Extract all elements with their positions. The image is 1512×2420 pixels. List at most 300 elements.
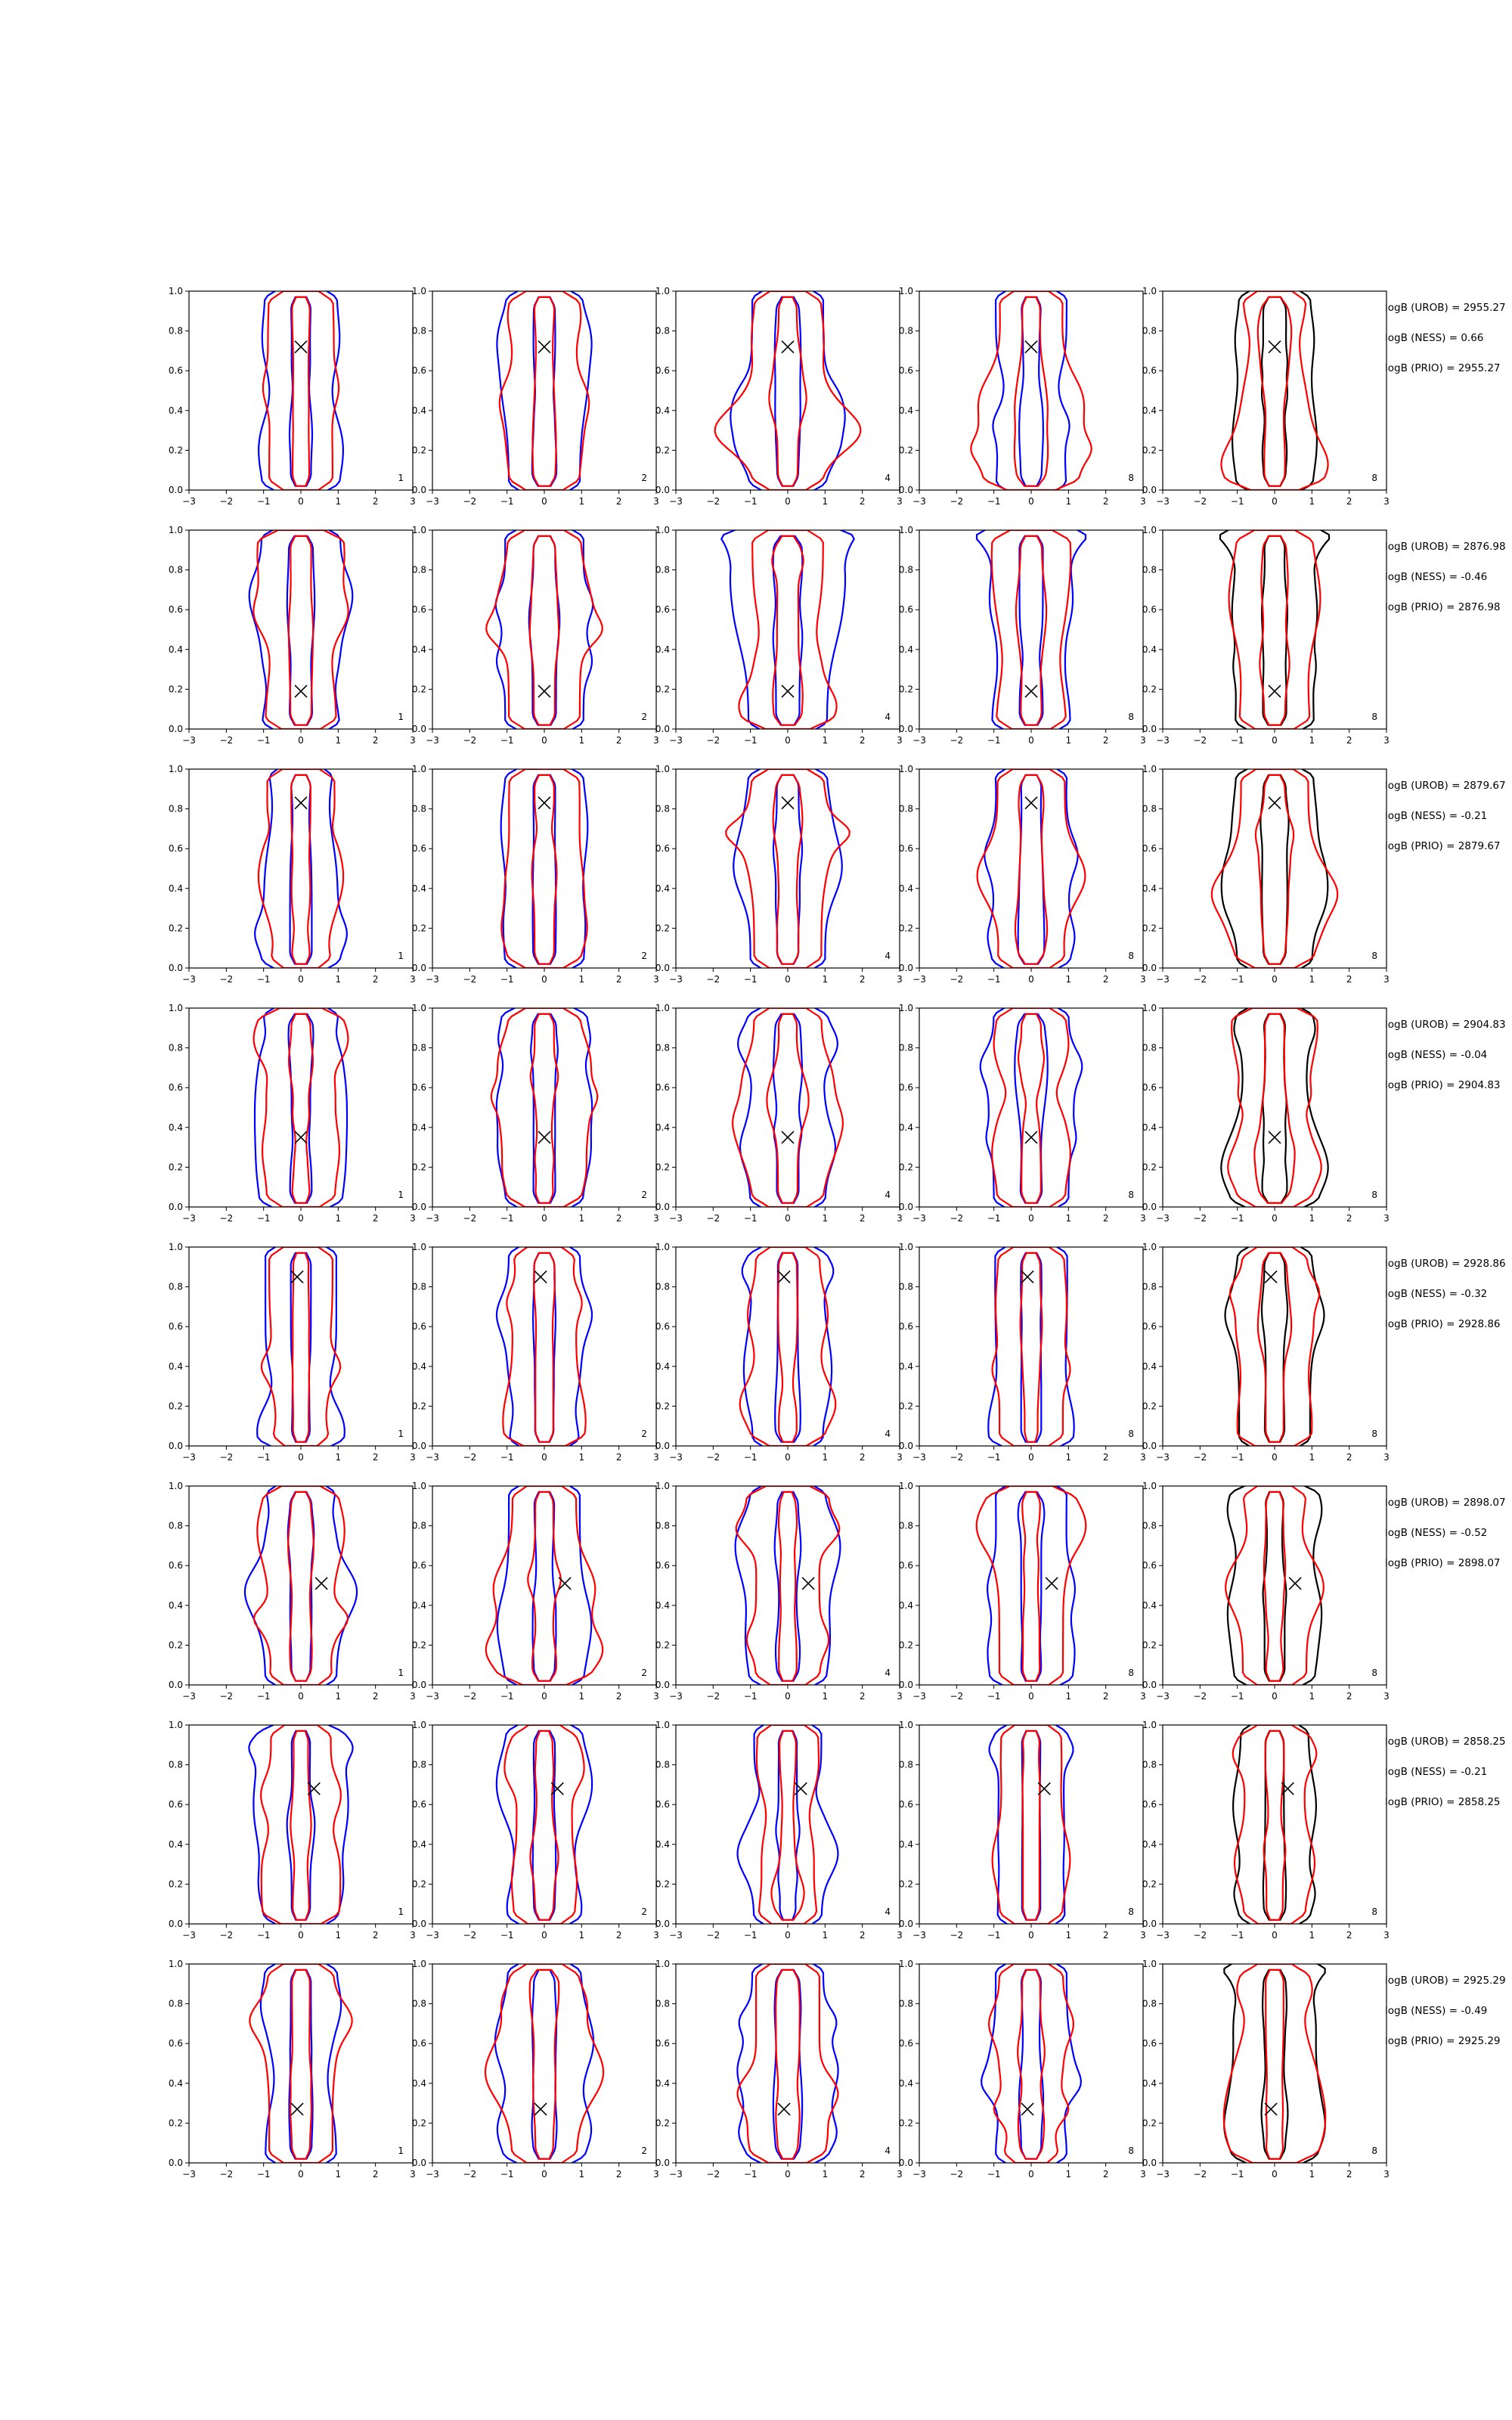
red-inner-contour bbox=[289, 1014, 313, 1203]
x-tick-label: 0 bbox=[785, 1213, 791, 1224]
x-tick-label: −3 bbox=[1156, 1213, 1170, 1224]
y-tick-label: 1.0 bbox=[1142, 1242, 1157, 1252]
y-tick-label: 0.2 bbox=[168, 1401, 183, 1412]
x-tick-label: −2 bbox=[463, 496, 477, 507]
panel-number-label: 1 bbox=[398, 1190, 404, 1200]
y-tick-label: 1.0 bbox=[411, 1481, 426, 1491]
panel-number-label: 2 bbox=[641, 1907, 647, 1917]
panel-r2-c1 bbox=[169, 525, 416, 746]
x-tick-label: 0 bbox=[1272, 1930, 1278, 1941]
panel-frame bbox=[919, 530, 1143, 729]
inner-contour bbox=[1022, 1731, 1040, 1920]
x-tick-label: 3 bbox=[1383, 1930, 1390, 1941]
panel-frame bbox=[189, 1247, 413, 1446]
x-tick-label: −1 bbox=[1230, 1930, 1244, 1941]
x-tick-label: −2 bbox=[1193, 496, 1207, 507]
panel-number-label: 2 bbox=[641, 712, 647, 722]
inner-contour bbox=[1020, 536, 1043, 725]
panel-number-label: 8 bbox=[1128, 1668, 1134, 1678]
x-tick-label: 2 bbox=[859, 1930, 866, 1941]
contour-layer bbox=[486, 1482, 603, 1689]
outer-contour bbox=[1224, 1960, 1325, 2167]
x-tick-label: −1 bbox=[256, 1691, 271, 1702]
x-tick-label: 2 bbox=[1102, 1691, 1109, 1702]
x-tick-label: 1 bbox=[578, 735, 585, 746]
red-inner-contour bbox=[772, 536, 803, 725]
y-tick-label: 0.2 bbox=[655, 1162, 670, 1173]
panel-r4-c2 bbox=[412, 1003, 659, 1224]
x-tick-label: 2 bbox=[1346, 2169, 1352, 2180]
panel-r3-c5 bbox=[1142, 764, 1390, 985]
x-tick-label: −2 bbox=[219, 1691, 234, 1702]
logb-stat-label: logB (UROB) = 2925.29 bbox=[1385, 1975, 1506, 1987]
x-tick-label: 1 bbox=[1065, 496, 1072, 507]
x-tick-label: 3 bbox=[410, 1213, 416, 1224]
x-tick-label: 2 bbox=[1346, 1213, 1352, 1224]
x-tick-label: −1 bbox=[1230, 1452, 1244, 1463]
y-tick-label: 0.8 bbox=[168, 1998, 183, 2009]
y-tick-label: 0.8 bbox=[411, 1520, 426, 1531]
x-tick-label: 1 bbox=[1309, 1691, 1315, 1702]
x-tick-label: 0 bbox=[785, 974, 791, 985]
x-tick-label: 0 bbox=[1272, 1452, 1278, 1463]
panel-number-label: 8 bbox=[1371, 1668, 1377, 1678]
x-tick-label: 0 bbox=[298, 1691, 304, 1702]
panel-r3-c1 bbox=[169, 764, 416, 985]
y-tick-label: 0.4 bbox=[898, 405, 913, 416]
true-value-marker bbox=[1269, 685, 1281, 697]
panel-r4-c5 bbox=[1142, 1003, 1390, 1224]
x-tick-label: 0 bbox=[541, 735, 547, 746]
x-tick-label: −3 bbox=[426, 496, 439, 507]
panel-frame bbox=[432, 1725, 656, 1924]
y-tick-label: 0.0 bbox=[898, 1919, 913, 1929]
red-outer-contour bbox=[977, 1486, 1086, 1685]
y-tick-label: 1.0 bbox=[898, 1242, 913, 1252]
x-tick-label: 1 bbox=[1309, 974, 1315, 985]
x-tick-label: 3 bbox=[897, 1452, 903, 1463]
panel-frame bbox=[676, 1486, 900, 1685]
x-tick-label: −1 bbox=[743, 496, 758, 507]
outer-contour bbox=[1220, 526, 1329, 734]
x-tick-label: −3 bbox=[182, 735, 196, 746]
y-tick-label: 0.4 bbox=[411, 1122, 426, 1133]
y-tick-label: 0.2 bbox=[655, 445, 670, 456]
x-tick-label: 3 bbox=[1140, 1691, 1146, 1702]
x-tick-label: −2 bbox=[219, 735, 234, 746]
x-tick-label: −2 bbox=[950, 974, 964, 985]
y-tick-label: 0.8 bbox=[655, 1759, 670, 1770]
x-tick-label: −2 bbox=[706, 974, 720, 985]
panel-number-label: 4 bbox=[885, 473, 891, 483]
panel-r5-c3 bbox=[655, 1242, 903, 1463]
y-tick-label: 0.6 bbox=[411, 1321, 426, 1333]
y-tick-label: 0.6 bbox=[655, 1560, 670, 1571]
logb-stat-label: logB (UROB) = 2904.83 bbox=[1385, 1019, 1506, 1031]
x-tick-label: 3 bbox=[897, 496, 903, 507]
x-tick-label: 1 bbox=[335, 496, 342, 507]
x-tick-label: −3 bbox=[426, 735, 439, 746]
logb-stat-label: logB (NESS) = -0.21 bbox=[1385, 1766, 1488, 1778]
true-value-marker bbox=[295, 1131, 307, 1143]
red-outer-contour bbox=[738, 1964, 838, 2163]
x-tick-label: 2 bbox=[372, 1213, 379, 1224]
y-tick-label: 0.8 bbox=[655, 1520, 670, 1531]
x-tick-label: 0 bbox=[1272, 735, 1278, 746]
red-outer-contour bbox=[1212, 769, 1337, 968]
panel-number-label: 8 bbox=[1371, 1429, 1377, 1439]
panel-frame bbox=[676, 291, 900, 490]
x-tick-label: −1 bbox=[987, 1452, 1001, 1463]
x-tick-label: −2 bbox=[706, 1213, 720, 1224]
y-tick-label: 0.0 bbox=[411, 1441, 426, 1451]
x-tick-label: 2 bbox=[1102, 974, 1109, 985]
panel-number-label: 1 bbox=[398, 1907, 404, 1917]
x-tick-label: −3 bbox=[669, 735, 683, 746]
panel-frame bbox=[1163, 1486, 1387, 1685]
outer-contour bbox=[1222, 765, 1328, 973]
red-inner-contour bbox=[531, 1731, 559, 1920]
y-tick-label: 0.0 bbox=[1142, 2158, 1157, 2168]
y-tick-label: 0.6 bbox=[1142, 2038, 1157, 2049]
panel-r8-c4 bbox=[899, 1959, 1146, 2180]
x-tick-label: 3 bbox=[410, 1452, 416, 1463]
x-tick-label: 3 bbox=[897, 735, 903, 746]
true-value-marker bbox=[1025, 797, 1037, 809]
panel-number-label: 8 bbox=[1128, 2145, 1134, 2156]
y-tick-label: 0.8 bbox=[1142, 803, 1157, 814]
red-inner-contour bbox=[530, 1970, 559, 2159]
y-tick-label: 0.6 bbox=[411, 2038, 426, 2049]
x-tick-label: −2 bbox=[463, 1691, 477, 1702]
y-tick-label: 0.0 bbox=[411, 1202, 426, 1212]
y-tick-label: 0.4 bbox=[1142, 1122, 1157, 1133]
outer-contour bbox=[497, 287, 591, 495]
y-tick-label: 0.4 bbox=[655, 2077, 670, 2089]
contour-layer bbox=[981, 1960, 1081, 2167]
y-tick-label: 1.0 bbox=[1142, 286, 1157, 296]
x-tick-label: 3 bbox=[897, 1691, 903, 1702]
panel-frame bbox=[189, 1725, 413, 1924]
y-tick-label: 0.4 bbox=[168, 1122, 183, 1133]
red-outer-contour bbox=[740, 1247, 836, 1446]
x-tick-label: 0 bbox=[298, 974, 304, 985]
x-tick-label: −2 bbox=[1193, 735, 1207, 746]
y-tick-label: 0.6 bbox=[898, 365, 913, 377]
y-tick-label: 0.6 bbox=[168, 365, 183, 377]
panel-number-label: 1 bbox=[398, 473, 404, 483]
x-tick-label: 1 bbox=[578, 1452, 585, 1463]
x-tick-label: 0 bbox=[1028, 1213, 1034, 1224]
x-tick-label: −2 bbox=[950, 2169, 964, 2180]
x-tick-label: 0 bbox=[1272, 1213, 1278, 1224]
true-value-marker bbox=[782, 1131, 794, 1143]
red-inner-contour bbox=[290, 1731, 311, 1920]
red-outer-contour bbox=[504, 1725, 584, 1924]
red-outer-contour bbox=[1233, 1725, 1317, 1924]
y-tick-label: 0.6 bbox=[411, 365, 426, 377]
panel-frame bbox=[676, 1008, 900, 1207]
outer-contour bbox=[1221, 1004, 1328, 1212]
y-tick-label: 0.6 bbox=[898, 1321, 913, 1333]
y-tick-label: 1.0 bbox=[168, 1959, 183, 1969]
x-tick-label: 2 bbox=[615, 1930, 622, 1941]
x-tick-label: −2 bbox=[1193, 1691, 1207, 1702]
x-tick-label: 1 bbox=[335, 974, 342, 985]
panel-frame bbox=[432, 291, 656, 490]
y-tick-label: 0.6 bbox=[168, 1799, 183, 1810]
y-tick-label: 0.2 bbox=[1142, 2118, 1157, 2129]
y-tick-label: 1.0 bbox=[655, 1720, 670, 1730]
y-tick-label: 0.4 bbox=[655, 1838, 670, 1850]
x-tick-label: −1 bbox=[256, 2169, 271, 2180]
x-tick-label: 3 bbox=[410, 974, 416, 985]
red-inner-contour bbox=[533, 297, 556, 486]
y-tick-label: 0.0 bbox=[898, 485, 913, 495]
y-tick-label: 0.0 bbox=[898, 724, 913, 734]
panel-number-label: 1 bbox=[398, 951, 404, 961]
red-outer-contour bbox=[993, 1725, 1070, 1924]
y-tick-label: 0.4 bbox=[898, 644, 913, 655]
y-tick-label: 0.2 bbox=[1142, 1879, 1157, 1890]
y-tick-label: 0.6 bbox=[1142, 604, 1157, 616]
x-tick-label: 2 bbox=[615, 1691, 622, 1702]
panel-frame bbox=[919, 1247, 1143, 1446]
panel-number-label: 2 bbox=[641, 1429, 647, 1439]
red-outer-contour bbox=[262, 1247, 340, 1446]
y-tick-label: 0.8 bbox=[411, 1759, 426, 1770]
x-tick-label: −1 bbox=[743, 735, 758, 746]
x-tick-label: 2 bbox=[859, 2169, 866, 2180]
x-tick-label: 0 bbox=[785, 735, 791, 746]
panel-r8-c3 bbox=[655, 1959, 903, 2180]
x-tick-label: −1 bbox=[1230, 496, 1244, 507]
contour-layer bbox=[1212, 765, 1337, 973]
true-value-marker bbox=[538, 685, 550, 697]
x-tick-label: −3 bbox=[426, 1691, 439, 1702]
x-tick-label: 3 bbox=[1383, 735, 1390, 746]
red-inner-contour bbox=[1266, 1970, 1284, 2159]
y-tick-label: 0.8 bbox=[168, 1520, 183, 1531]
contour-layer bbox=[988, 1243, 1074, 1450]
y-tick-label: 0.6 bbox=[655, 365, 670, 377]
y-tick-label: 0.8 bbox=[898, 325, 913, 337]
contour-layer bbox=[497, 1243, 592, 1450]
y-tick-label: 0.2 bbox=[168, 2118, 183, 2129]
x-tick-label: 0 bbox=[1272, 496, 1278, 507]
x-tick-label: −3 bbox=[426, 1930, 439, 1941]
panel-frame bbox=[189, 769, 413, 968]
x-tick-label: 0 bbox=[1272, 974, 1278, 985]
true-value-marker bbox=[538, 797, 550, 809]
x-tick-label: 1 bbox=[822, 496, 829, 507]
panel-number-label: 1 bbox=[398, 2145, 404, 2156]
panel-frame bbox=[676, 1247, 900, 1446]
logb-stat-label: logB (UROB) = 2858.25 bbox=[1385, 1736, 1506, 1748]
x-tick-label: −3 bbox=[669, 2169, 683, 2180]
panel-number-label: 4 bbox=[885, 2145, 891, 2156]
y-tick-label: 1.0 bbox=[655, 764, 670, 774]
red-outer-contour bbox=[261, 1725, 341, 1924]
y-tick-label: 0.6 bbox=[411, 1799, 426, 1810]
contour-layer bbox=[254, 1004, 349, 1212]
x-tick-label: −2 bbox=[1193, 2169, 1207, 2180]
x-tick-label: 1 bbox=[1065, 974, 1072, 985]
x-tick-label: −1 bbox=[500, 1213, 514, 1224]
contour-layer bbox=[721, 526, 854, 734]
x-tick-label: −2 bbox=[950, 496, 964, 507]
y-tick-label: 1.0 bbox=[655, 1959, 670, 1969]
red-outer-contour bbox=[254, 1008, 349, 1207]
panel-number-label: 2 bbox=[641, 1668, 647, 1678]
y-tick-label: 0.0 bbox=[655, 1202, 670, 1212]
panel-r8-c1 bbox=[169, 1959, 416, 2180]
x-tick-label: 0 bbox=[785, 1691, 791, 1702]
y-tick-label: 0.2 bbox=[898, 445, 913, 456]
x-tick-label: 1 bbox=[578, 2169, 585, 2180]
red-outer-contour bbox=[992, 1008, 1070, 1207]
panel-number-label: 4 bbox=[885, 1190, 891, 1200]
y-tick-label: 0.6 bbox=[898, 2038, 913, 2049]
y-tick-label: 0.6 bbox=[411, 843, 426, 855]
x-tick-label: 1 bbox=[335, 1691, 342, 1702]
y-tick-label: 1.0 bbox=[168, 525, 183, 535]
x-tick-label: 2 bbox=[1346, 1452, 1352, 1463]
y-tick-label: 0.8 bbox=[168, 564, 183, 576]
contour-layer bbox=[736, 1482, 841, 1689]
x-tick-label: 1 bbox=[822, 1213, 829, 1224]
contour-layer bbox=[497, 1721, 592, 1928]
y-tick-label: 0.0 bbox=[168, 724, 183, 734]
y-tick-label: 0.6 bbox=[898, 843, 913, 855]
true-value-marker bbox=[1025, 341, 1037, 353]
red-inner-contour bbox=[767, 1014, 808, 1203]
contour-layer bbox=[978, 765, 1086, 973]
y-tick-label: 0.4 bbox=[655, 1122, 670, 1133]
y-tick-label: 0.2 bbox=[411, 1401, 426, 1412]
x-tick-label: −3 bbox=[1156, 735, 1170, 746]
red-inner-contour bbox=[531, 1014, 558, 1203]
y-tick-label: 0.4 bbox=[411, 883, 426, 894]
contour-layer bbox=[977, 526, 1086, 734]
x-tick-label: −1 bbox=[500, 1452, 514, 1463]
y-tick-label: 0.0 bbox=[411, 485, 426, 495]
y-tick-label: 0.0 bbox=[168, 485, 183, 495]
logb-stat-label: logB (PRIO) = 2876.98 bbox=[1385, 601, 1501, 613]
x-tick-label: −1 bbox=[1230, 974, 1244, 985]
panel-number-label: 4 bbox=[885, 1429, 891, 1439]
y-tick-label: 0.2 bbox=[898, 1640, 913, 1651]
red-outer-contour bbox=[757, 1725, 819, 1924]
x-tick-label: −1 bbox=[743, 1213, 758, 1224]
panel-number-label: 4 bbox=[885, 1668, 891, 1678]
y-tick-label: 1.0 bbox=[655, 1242, 670, 1252]
contour-layer bbox=[738, 1721, 838, 1928]
x-tick-label: 0 bbox=[298, 496, 304, 507]
x-tick-label: −3 bbox=[912, 1213, 926, 1224]
panel-r1-c3 bbox=[655, 286, 903, 507]
x-tick-label: 2 bbox=[372, 496, 379, 507]
red-outer-contour bbox=[486, 1486, 603, 1685]
y-tick-label: 0.4 bbox=[1142, 1599, 1157, 1611]
panel-frame bbox=[919, 1486, 1143, 1685]
y-tick-label: 0.8 bbox=[411, 564, 426, 576]
y-tick-label: 0.0 bbox=[1142, 1680, 1157, 1690]
red-inner-contour bbox=[776, 1970, 800, 2159]
x-tick-label: 0 bbox=[1028, 1691, 1034, 1702]
x-tick-label: 2 bbox=[1346, 1930, 1352, 1941]
logb-stat-label: logB (NESS) = -0.52 bbox=[1385, 1527, 1488, 1539]
y-tick-label: 1.0 bbox=[655, 286, 670, 296]
red-outer-contour bbox=[503, 1247, 585, 1446]
y-tick-label: 0.8 bbox=[898, 1042, 913, 1053]
panel-frame bbox=[432, 1008, 656, 1207]
true-value-marker bbox=[802, 1578, 814, 1590]
red-inner-contour bbox=[1022, 1492, 1040, 1681]
x-tick-label: −1 bbox=[743, 1691, 758, 1702]
contour-layer bbox=[981, 1004, 1082, 1212]
panel-frame bbox=[919, 1008, 1143, 1207]
contour-layer bbox=[249, 1721, 352, 1928]
y-tick-label: 0.4 bbox=[655, 644, 670, 655]
inner-contour bbox=[1262, 536, 1287, 725]
y-tick-label: 0.4 bbox=[1142, 1360, 1157, 1372]
red-outer-contour bbox=[1230, 1247, 1319, 1446]
x-tick-label: 1 bbox=[1065, 1930, 1072, 1941]
x-tick-label: 3 bbox=[1140, 1452, 1146, 1463]
outer-contour bbox=[497, 1243, 592, 1450]
x-tick-label: 3 bbox=[653, 974, 659, 985]
contour-layer bbox=[1221, 1004, 1328, 1212]
outer-contour bbox=[721, 526, 854, 734]
y-tick-label: 0.8 bbox=[1142, 1281, 1157, 1292]
x-tick-label: 1 bbox=[1309, 1930, 1315, 1941]
panel-r3-c3 bbox=[655, 764, 903, 985]
y-tick-label: 0.0 bbox=[1142, 963, 1157, 973]
x-tick-label: 2 bbox=[859, 1213, 866, 1224]
x-tick-label: 0 bbox=[785, 1930, 791, 1941]
panel-r5-c4 bbox=[899, 1242, 1146, 1463]
panel-frame bbox=[676, 1964, 900, 2163]
logb-stat-label: logB (NESS) = -0.49 bbox=[1385, 2005, 1488, 2017]
y-tick-label: 1.0 bbox=[168, 1720, 183, 1730]
red-outer-contour bbox=[500, 291, 589, 490]
true-value-marker bbox=[778, 1270, 790, 1283]
y-tick-label: 1.0 bbox=[411, 1720, 426, 1730]
panel-frame bbox=[432, 1964, 656, 2163]
y-tick-label: 0.0 bbox=[411, 1680, 426, 1690]
y-tick-label: 0.2 bbox=[1142, 684, 1157, 695]
y-tick-label: 0.6 bbox=[655, 2038, 670, 2049]
x-tick-label: −2 bbox=[219, 974, 234, 985]
x-tick-label: −2 bbox=[706, 2169, 720, 2180]
y-tick-label: 0.0 bbox=[898, 1202, 913, 1212]
y-tick-label: 0.2 bbox=[411, 684, 426, 695]
x-tick-label: −3 bbox=[669, 1930, 683, 1941]
x-tick-label: −3 bbox=[669, 1691, 683, 1702]
y-tick-label: 0.2 bbox=[898, 1879, 913, 1890]
x-tick-label: −1 bbox=[743, 1930, 758, 1941]
y-tick-label: 0.2 bbox=[1142, 1162, 1157, 1173]
contour-layer bbox=[990, 1721, 1074, 1928]
x-tick-label: 3 bbox=[1140, 735, 1146, 746]
panel-r4-c4 bbox=[899, 1003, 1146, 1224]
panel-number-label: 1 bbox=[398, 712, 404, 722]
panel-r1-c4 bbox=[899, 286, 1146, 507]
x-tick-label: −1 bbox=[500, 496, 514, 507]
logb-stat-label: logB (PRIO) = 2898.07 bbox=[1385, 1557, 1501, 1569]
x-tick-label: 1 bbox=[822, 974, 829, 985]
